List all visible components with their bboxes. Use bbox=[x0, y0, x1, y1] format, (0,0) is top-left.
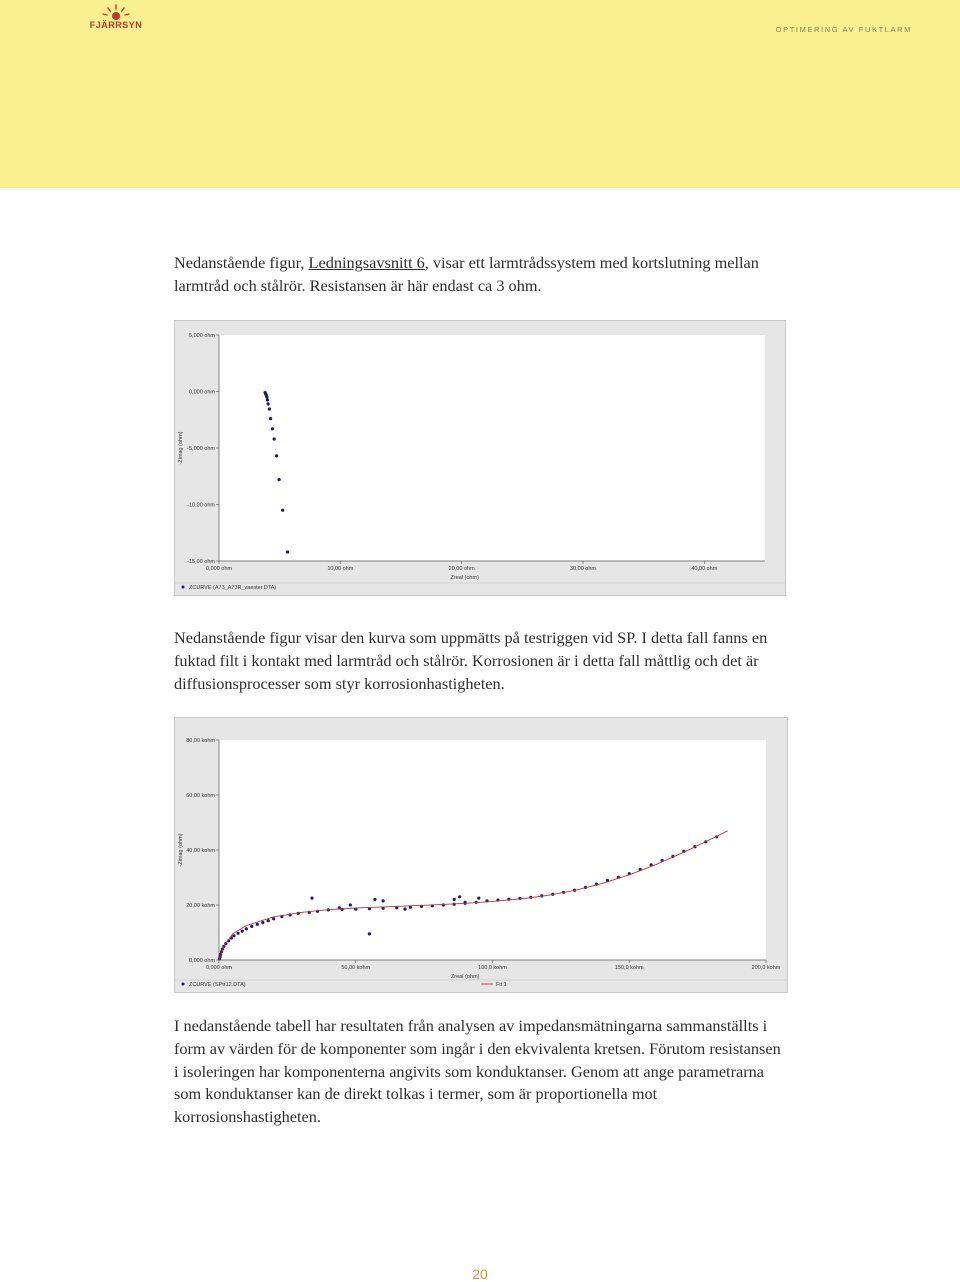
legend-label: Fit 1 bbox=[496, 982, 507, 988]
data-point bbox=[278, 478, 281, 481]
data-point bbox=[442, 903, 445, 906]
para1-text-end: , visar ett larmtrådssystem med kortslutning mellan larmtråd och stålrör. Resistansen är här endast ca 3 ohm. bbox=[174, 253, 759, 295]
data-point bbox=[268, 407, 271, 410]
page-number: 20 bbox=[472, 1266, 488, 1282]
x-tick-label: 30,00 ohm bbox=[570, 566, 596, 572]
data-point bbox=[250, 925, 253, 928]
data-point bbox=[382, 899, 385, 902]
legend-marker bbox=[182, 983, 185, 986]
running-title: OPTIMERING AV FUKTLARM bbox=[775, 25, 912, 34]
x-tick-label: 10,00 ohm bbox=[327, 566, 354, 572]
data-point bbox=[241, 930, 244, 933]
y-tick-label: 0,000 ohm bbox=[189, 958, 215, 964]
y-tick-label: 80,00 kohm bbox=[186, 738, 215, 744]
para1-text-start: Nedanstående figur, bbox=[174, 253, 309, 272]
data-point bbox=[256, 923, 259, 926]
data-point bbox=[232, 934, 235, 937]
x-tick-label: 20,00 ohm bbox=[448, 566, 475, 572]
y-tick-label: 5,000 ohm bbox=[189, 333, 215, 339]
nyquist-chart-2 bbox=[174, 717, 788, 993]
data-point bbox=[267, 402, 270, 405]
data-point bbox=[267, 919, 270, 922]
x-tick-label: 40,00 ohm bbox=[691, 566, 718, 572]
data-point bbox=[237, 932, 240, 935]
x-tick-label: 150,0 kohm bbox=[614, 965, 644, 971]
data-point bbox=[373, 898, 376, 901]
header-band bbox=[0, 0, 960, 188]
data-point bbox=[453, 898, 456, 901]
data-point bbox=[281, 509, 284, 512]
plot-area bbox=[219, 335, 765, 561]
data-point bbox=[273, 437, 276, 440]
y-tick-label: -15,00 ohm bbox=[187, 559, 215, 565]
data-point bbox=[269, 417, 272, 420]
legend-label: ZCURVE (A73_A73R_vaester.DTA) bbox=[189, 585, 277, 591]
legend-marker bbox=[182, 586, 185, 589]
data-point bbox=[261, 921, 264, 924]
data-point bbox=[310, 897, 313, 900]
x-tick-label: 100,0 kohm bbox=[478, 965, 507, 971]
results-paragraph: I nedanstående tabell har resultaten från analysen av impedansmätningarna sammanställts i form av värden för de komponenter som ingår i den ekvivalenta kretsen. Förutom resistansen i isoleringen har komponenterna angivits som konduktanser. Genom att ange parametrarna som konduktanser kan de direkt tolkas i termer, som är proportionella mot korrosionshastigheten. bbox=[174, 1016, 781, 1127]
x-tick-label: 50,00 kohm bbox=[341, 965, 371, 971]
intro-paragraph bbox=[174, 252, 786, 298]
y-tick-label: 20,00 kohm bbox=[186, 903, 215, 909]
y-tick-label: -5,000 ohm bbox=[187, 446, 215, 452]
x-tick-label: 0,000 ohm bbox=[206, 566, 232, 572]
data-point bbox=[271, 427, 274, 430]
nyquist-chart-1 bbox=[174, 320, 786, 596]
y-axis-label: -Zimag (ohm) bbox=[178, 833, 184, 867]
data-point bbox=[349, 903, 352, 906]
y-tick-label: 60,00 kohm bbox=[186, 793, 215, 799]
data-point bbox=[275, 454, 278, 457]
y-tick-label: 40,00 kohm bbox=[186, 848, 215, 854]
testrig-paragraph: Nedanstående figur visar den kurva som uppmätts på testriggen vid SP. I detta fall fanns en fuktad filt i kontakt med larmtråd och stålrör. Korrosionen är i detta fall måttlig och det är diffusionsprocesser som styr korrosionhastigheten. bbox=[174, 628, 768, 693]
fjarrsyn-logo bbox=[88, 4, 144, 32]
chart-2-svg bbox=[175, 718, 787, 992]
data-point bbox=[286, 550, 289, 553]
data-point bbox=[458, 895, 461, 898]
chart-1-svg bbox=[175, 321, 785, 595]
data-point bbox=[272, 917, 275, 920]
x-tick-label: 0,000 ohm bbox=[206, 965, 232, 971]
data-point bbox=[265, 396, 268, 399]
data-point bbox=[341, 908, 344, 911]
data-point bbox=[403, 908, 406, 911]
data-point bbox=[266, 398, 269, 401]
data-point bbox=[477, 897, 480, 900]
x-axis-label: Zreal (ohm) bbox=[450, 974, 480, 980]
x-axis-label: Zreal (ohm) bbox=[450, 575, 479, 581]
legend-label: ZCURVE (SPtr12.DTA) bbox=[189, 982, 246, 988]
y-tick-label: 0,000 ohm bbox=[189, 389, 215, 396]
logo-text: FJÄRRSYN bbox=[89, 20, 143, 30]
ledningsavsnitt-link[interactable]: Ledningsavsnitt 6 bbox=[308, 253, 425, 272]
x-tick-label: 200,0 kohm bbox=[751, 965, 781, 971]
data-point bbox=[245, 927, 248, 930]
y-axis-label: -Zimag (ohm) bbox=[178, 431, 184, 465]
data-point bbox=[368, 932, 371, 935]
y-tick-label: -10,00 ohm bbox=[187, 502, 215, 509]
